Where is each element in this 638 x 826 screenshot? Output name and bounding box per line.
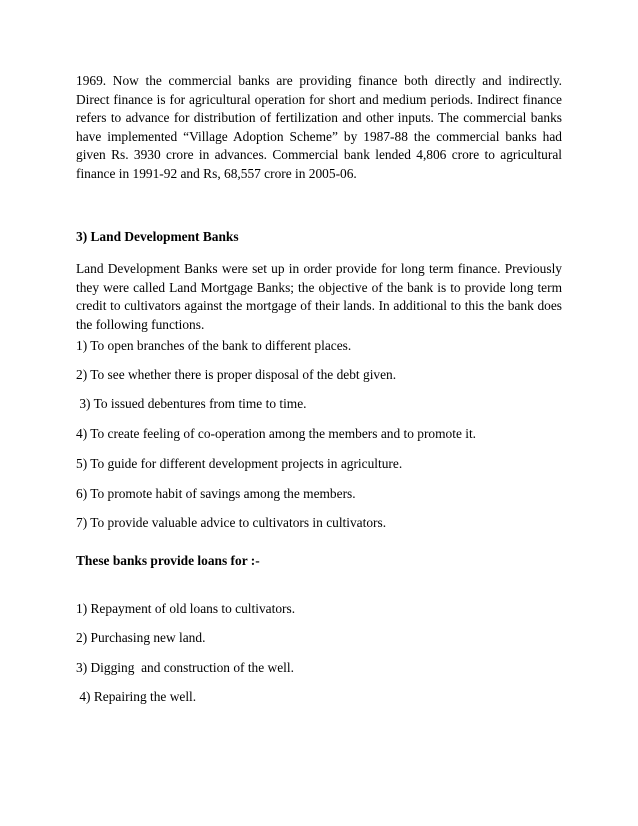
loan-item: 4) Repairing the well. [76,689,197,704]
function-item: 6) To promote habit of savings among the members. [76,486,356,501]
function-item: 2) To see whether there is proper disposal of the debt given. [76,367,397,382]
loan-item: 1) Repayment of old loans to cultivators. [76,601,296,616]
loan-item: 2) Purchasing new land. [76,630,206,645]
function-item: 3) To issued debentures from time to time. [76,396,307,411]
function-item: 5) To guide for different development projects in agriculture. [76,456,403,471]
intro-paragraph: 1969. Now the commercial banks are providing finance both directly and indirectly. Direct finance is for agricultural operation for short and medium periods. Indirect finance refers to advance for distribution of fertilization and other inputs. The commercial banks have implemented “Village Adoption Scheme” by 1987-88 the commercial banks had given Rs. 3930 crore in advances. Commercial bank lended 4,806 crore to agricultural finance in 1991-92 and Rs, 68,557 crore in 2005-06. [76,73,562,181]
function-item: 1) To open branches of the bank to different places. [76,338,352,353]
function-item: 4) To create feeling of co-operation among the members and to promote it. [76,426,477,441]
section-paragraph: Land Development Banks were set up in order provide for long term finance. Previously they were called Land Mortgage Banks; the objective of the bank is to provide long term credit to cultivators against the mortgage of their lands. In additional to this the bank does the following functions. [76,261,562,332]
section-heading: 3) Land Development Banks [76,229,239,244]
function-item: 7) To provide valuable advice to cultivators in cultivators. [76,515,387,530]
loan-item: 3) Digging and construction of the well. [76,660,294,675]
loans-heading: These banks provide loans for :- [76,553,260,568]
